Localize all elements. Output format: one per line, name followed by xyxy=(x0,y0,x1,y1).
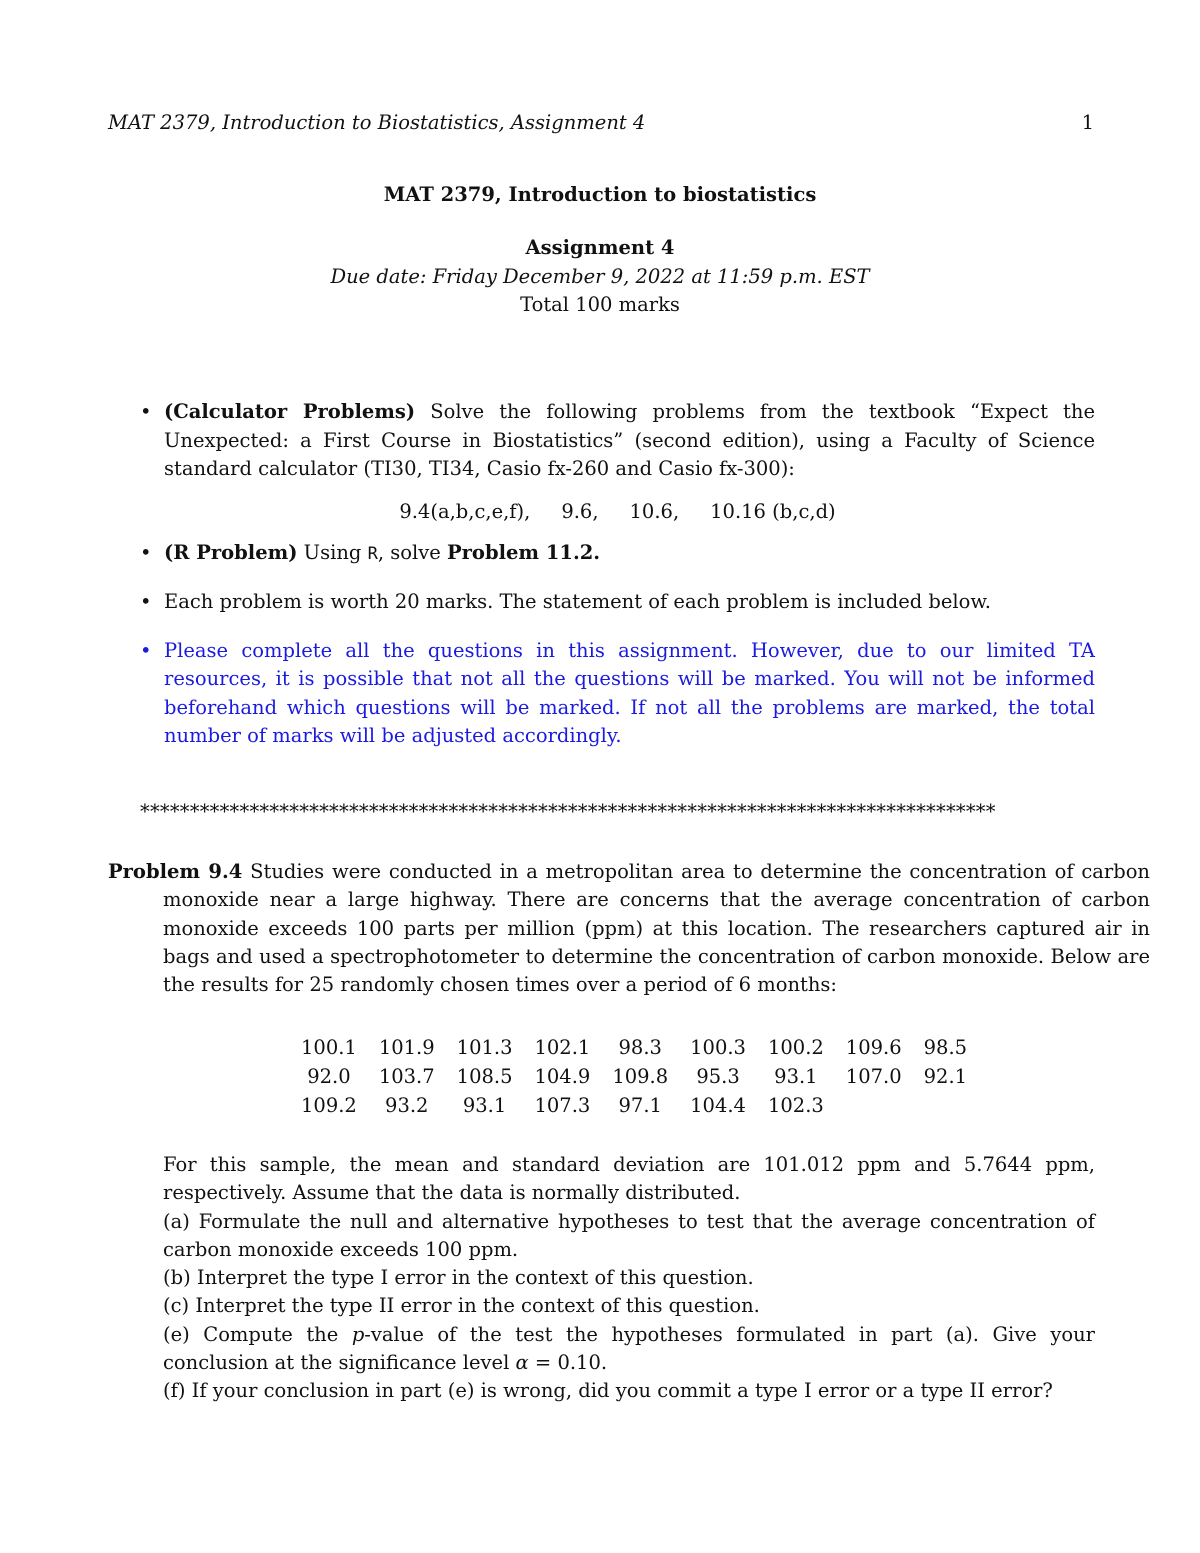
part-f: (f) If your conclusion in part (e) is wrong, did you commit a type I error or a type II error? xyxy=(163,1379,1053,1403)
data-cell: 108.5 xyxy=(456,1065,513,1088)
data-cell: 102.3 xyxy=(767,1094,824,1117)
assignment-title: Assignment 4 xyxy=(525,236,675,259)
part-e-text-end: = 0.10. xyxy=(528,1351,608,1375)
problem-text: Studies were conducted in a metropolitan area to determine the concentration of carbon monoxide near a large highway. There are concerns that the average concentration of carbon monoxide exceeds 100 parts per million (ppm) at this location. The researchers captured air in bags and used a spectrophotometer to determine the concentration of carbon monoxide. Below are the results for 25 randomly chosen times over a period of 6 months: xyxy=(163,860,1150,997)
table-row xyxy=(290,1062,978,1091)
data-cell: 93.1 xyxy=(774,1065,818,1088)
data-cell: 109.8 xyxy=(612,1065,669,1088)
data-cell: 93.2 xyxy=(385,1094,429,1117)
data-cell: 100.3 xyxy=(690,1036,746,1059)
sample-summary: For this sample, the mean and standard deviation are 101.012 ppm and 5.7644 ppm, respectively. Assume that the data is normally distributed. xyxy=(163,1153,1095,1205)
marking-notice-item: • Please complete all the questions in this assignment. However, due to our limited TA resources, it is possible that not all the questions will be marked. You will not be informed beforehand which questions will be marked. If not all the problems are marked, the total number of marks will be adjusted accordingly. xyxy=(140,637,1095,751)
data-cell: 101.9 xyxy=(378,1036,435,1059)
r-problem-number: Problem 11.2. xyxy=(447,540,601,564)
data-cell: 107.0 xyxy=(845,1065,902,1088)
data-cell: 104.4 xyxy=(690,1094,746,1117)
data-table xyxy=(290,1033,978,1120)
data-cell: 93.1 xyxy=(462,1094,507,1117)
part-c: (c) Interpret the type II error in the context of this question. xyxy=(163,1294,760,1318)
separator-line: ************************************************************************************** xyxy=(140,800,996,823)
course-title: MAT 2379, Introduction to biostatistics xyxy=(383,183,817,206)
page-number: 1 xyxy=(1081,111,1094,134)
data-cell: 107.3 xyxy=(534,1094,591,1117)
problem-9-4-statement xyxy=(108,858,1150,999)
calculator-problems-text: Solve the following problems from the textbook “Expect the Unexpected: a First Course in Biostatistics” (second edition), using a Faculty of Science standard calculator (TI30, TI34, Casio fx-260 and Casio fx-300): xyxy=(164,400,1095,480)
data-cell: 109.6 xyxy=(845,1036,902,1059)
instructions-list xyxy=(140,398,1095,751)
total-marks: Total 100 marks xyxy=(520,293,680,316)
p-symbol: p xyxy=(351,1322,365,1346)
part-e xyxy=(163,1321,1095,1378)
data-cell: 97.1 xyxy=(618,1094,662,1117)
calculator-problems-item xyxy=(140,398,1095,484)
marks-worth-item: • Each problem is worth 20 marks. The statement of each problem is included below. xyxy=(140,588,1095,617)
data-cell: 104.9 xyxy=(534,1065,591,1088)
alpha-symbol: α xyxy=(515,1351,529,1375)
r-problem-label: (R Problem) xyxy=(164,540,298,564)
r-code-name: R xyxy=(367,543,378,564)
data-cell: 95.3 xyxy=(696,1065,740,1088)
table-row xyxy=(290,1091,978,1120)
data-cell: 100.1 xyxy=(301,1036,357,1059)
data-cell: 92.0 xyxy=(307,1065,351,1088)
running-header-title: MAT 2379, Introduction to Biostatistics, Assignment 4 xyxy=(108,111,646,134)
data-cell xyxy=(835,1091,913,1120)
data-cell: 109.2 xyxy=(301,1094,357,1117)
data-cell: 92.1 xyxy=(923,1065,968,1088)
data-cell: 101.3 xyxy=(456,1036,513,1059)
data-cell: 103.7 xyxy=(378,1065,435,1088)
problem-parts xyxy=(163,1151,1095,1406)
data-cell: 100.2 xyxy=(767,1036,824,1059)
data-cell: 98.3 xyxy=(618,1036,662,1059)
r-problem-text-mid: , solve xyxy=(377,540,447,564)
problem-label: Problem 9.4 xyxy=(108,860,243,883)
r-problem-item xyxy=(140,539,1095,569)
part-e-text: (e) Compute the xyxy=(163,1322,352,1346)
r-problem-text: Using xyxy=(297,540,368,564)
part-e-text-mid: -value of the test the hypotheses formulated in part (a). Give your conclusion at the significance level xyxy=(163,1322,1096,1375)
part-a: (a) Formulate the null and alternative hypotheses to test that the average concentration of carbon monoxide exceeds 100 ppm. xyxy=(163,1209,1095,1261)
part-b: (b) Interpret the type I error in the context of this question. xyxy=(163,1266,754,1290)
calculator-problems-label: (Calculator Problems) xyxy=(164,400,416,423)
table-row xyxy=(290,1033,978,1062)
due-date: Due date: Friday December 9, 2022 at 11:59 p.m. EST xyxy=(330,265,870,288)
data-cell: 98.5 xyxy=(923,1036,968,1059)
calculator-problem-list: 9.4(a,b,c,e,f), 9.6, 10.6, 10.16 (b,c,d) xyxy=(399,499,836,523)
data-cell xyxy=(913,1091,978,1120)
data-cell: 102.1 xyxy=(534,1036,591,1059)
